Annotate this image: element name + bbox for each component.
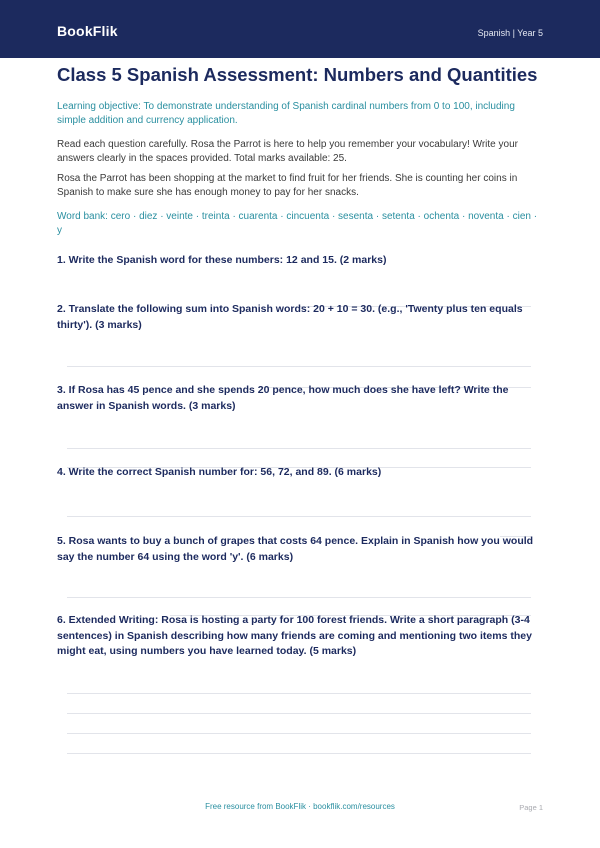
answer-line[interactable] — [67, 713, 531, 714]
story-paragraph: Rosa the Parrot has been shopping at the market to find fruit for her friends. She is counting her coins in Spanish to make sure she has enough money to pay for her snacks. — [57, 173, 518, 198]
question-3: 3. If Rosa has 45 pence and she spends 20 pence, how much does she have left? Write the answer in Spanish words. (3 marks) — [57, 384, 509, 412]
question-5: 5. Rosa wants to buy a bunch of grapes that costs 64 pence. Explain in Spanish how you would say the number 64 using the word 'y'. (6 marks) — [57, 535, 534, 563]
question-2: 2. Translate the following sum into Spanish words: 20 + 10 = 30. (e.g., 'Twenty plus ten equals thirty'). (3 marks) — [57, 303, 523, 331]
footer-text: Free resource from BookFlik · bookflik.com/resources — [205, 802, 395, 811]
subject-year-label: Spanish | Year 5 — [477, 28, 543, 38]
instructions-paragraph: Read each question carefully. Rosa the Parrot is here to help you remember your vocabulary! Write your answers clearly in the spaces provided. Total marks available: 25. — [57, 139, 518, 164]
answer-line[interactable] — [67, 366, 531, 367]
answer-line[interactable] — [67, 693, 531, 694]
brand-logo-text: BookFlik — [57, 23, 118, 39]
question-6: 6. Extended Writing: Rosa is hosting a party for 100 forest friends. Write a short paragraph (3-4 sentences) in Spanish describing how many friends are coming and mentioning two items they might eat, using numbers you have learned today. (5 marks) — [57, 614, 532, 657]
answer-line[interactable] — [67, 733, 531, 734]
page-title: Class 5 Spanish Assessment: Numbers and Quantities — [57, 64, 538, 85]
answer-line[interactable] — [67, 753, 531, 754]
answer-line[interactable] — [67, 597, 531, 598]
question-4: 4. Write the correct Spanish number for: 56, 72, and 89. (6 marks) — [57, 466, 382, 478]
answer-line[interactable] — [67, 448, 531, 449]
learning-objective: Learning objective: To demonstrate understanding of Spanish cardinal numbers from 0 to 100, including simple addition and currency application. — [57, 101, 515, 126]
question-1: 1. Write the Spanish word for these numbers: 12 and 15. (2 marks) — [57, 254, 387, 266]
page-number: Page 1 — [519, 803, 543, 812]
answer-line[interactable] — [67, 516, 531, 517]
page-header — [0, 0, 600, 58]
word-bank: Word bank: cero · diez · veinte · treinta · cuarenta · cincuenta · sesenta · setenta · ochenta · noventa · cien · y — [57, 211, 538, 236]
